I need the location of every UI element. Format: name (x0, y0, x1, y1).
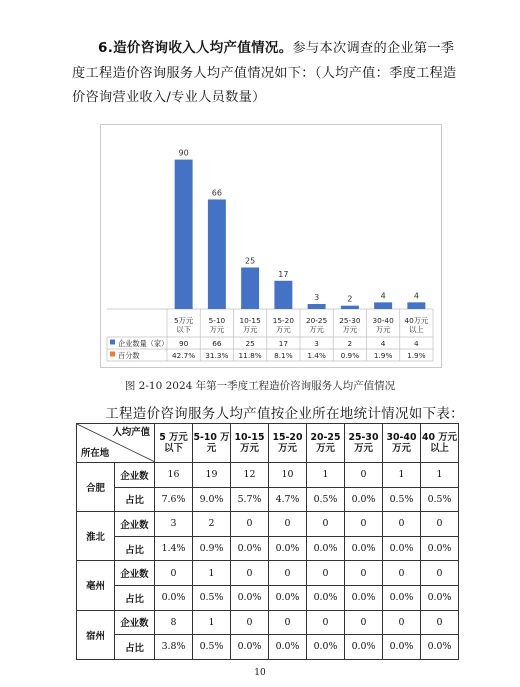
table-cell-value: 3 (314, 339, 319, 348)
bar (407, 302, 425, 309)
data-label: 66 (211, 188, 222, 198)
table-cell: 0.0% (231, 585, 269, 610)
table-cell-value: 25 (245, 339, 255, 348)
column-header: 20-25 万元 (307, 424, 345, 463)
table-cell: 0.0% (345, 487, 383, 512)
table-cell: 0.0% (269, 536, 307, 561)
data-label: 3 (314, 293, 320, 303)
category-label: 15-20 万元 (272, 316, 294, 334)
data-label: 17 (278, 269, 289, 279)
column-header: 30-40 万元 (383, 424, 421, 463)
table-cell: 1 (193, 561, 231, 586)
table-cell: 0.0% (231, 536, 269, 561)
table-row (77, 487, 459, 512)
table-row (77, 635, 459, 660)
bar (208, 199, 226, 309)
table-cell: 0.0% (307, 635, 345, 660)
region-name: 亳州 (77, 561, 115, 610)
column-header: 10-15 万元 (231, 424, 269, 463)
bar (374, 302, 392, 309)
table-cell: 0.0% (307, 585, 345, 610)
table-cell-value: 1.9% (373, 351, 393, 360)
table-cell: 3.8% (155, 635, 193, 660)
table-row (77, 512, 459, 537)
table-cell-value: 11.8% (238, 351, 262, 360)
table-cell: 0 (307, 561, 345, 586)
table-cell: 0 (307, 610, 345, 635)
region-name: 宿州 (77, 610, 115, 659)
table-cell: 0.0% (307, 536, 345, 561)
data-label: 25 (245, 256, 256, 266)
row-label: 占比 (115, 635, 155, 660)
table-cell: 0 (345, 463, 383, 488)
table-row-label: 企业数量（家） (118, 339, 169, 348)
row-label: 企业数 (115, 561, 155, 586)
table-cell: 10 (269, 463, 307, 488)
table-cell-value: 66 (212, 339, 222, 348)
data-label: 4 (380, 291, 386, 301)
table-cell: 0.5% (383, 487, 421, 512)
row-label: 企业数 (115, 512, 155, 537)
table-cell: 0 (345, 561, 383, 586)
table-cell-value: 90 (178, 339, 189, 348)
table-cell: 0 (155, 561, 193, 586)
table-cell: 1.4% (155, 536, 193, 561)
region-name: 淮北 (77, 512, 115, 561)
table-cell-value: 4 (380, 339, 386, 348)
table-cell: 0.5% (193, 585, 231, 610)
table-cell: 0 (269, 561, 307, 586)
table-cell: 0.0% (383, 536, 421, 561)
table-cell: 12 (231, 463, 269, 488)
category-label: 20-25 万元 (306, 316, 328, 334)
table-cell: 7.6% (155, 487, 193, 512)
table-row (77, 610, 459, 635)
data-label: 2 (347, 294, 353, 304)
column-header: 5 万元以下 (155, 424, 193, 463)
table-cell: 0.0% (383, 635, 421, 660)
table-cell: 0.0% (383, 585, 421, 610)
table-cell: 3 (155, 512, 193, 537)
table-cell-value: 1.9% (407, 351, 426, 360)
legend-key (110, 352, 115, 357)
table-cell: 0 (421, 512, 459, 537)
chart-canvas (101, 125, 441, 367)
row-label: 占比 (115, 487, 155, 512)
data-label: 90 (178, 148, 189, 158)
category-label: 40万元以上 (404, 316, 429, 334)
row-label: 企业数 (115, 610, 155, 635)
table-cell: 0.0% (345, 585, 383, 610)
column-header: 5-10 万元 (193, 424, 231, 463)
table-cell: 0.0% (231, 635, 269, 660)
table-cell: 19 (193, 463, 231, 488)
data-label: 4 (413, 291, 419, 301)
table-cell: 0.0% (269, 585, 307, 610)
category-label: 30-40 万元 (372, 316, 394, 334)
table-cell: 0.0% (155, 585, 193, 610)
column-header: 15-20 万元 (269, 424, 307, 463)
table-cell-value: 2 (347, 339, 353, 348)
table-cell: 0.0% (269, 635, 307, 660)
corner-top-label: 人均产值 (112, 427, 150, 438)
column-header: 25-30 万元 (345, 424, 383, 463)
table-cell-value: 4 (414, 339, 419, 348)
table-cell: 8 (155, 610, 193, 635)
bar (308, 304, 326, 309)
table-cell: 9.0% (193, 487, 231, 512)
table-cell: 0 (421, 610, 459, 635)
table-cell-value: 8.1% (274, 351, 293, 360)
bar (175, 160, 193, 309)
table-row-label: 百分数 (118, 351, 140, 360)
table-cell: 0 (345, 610, 383, 635)
page-number: 10 (254, 668, 266, 678)
table-cell: 0 (383, 610, 421, 635)
table-cell: 0 (421, 561, 459, 586)
bar (341, 306, 359, 309)
table-cell: 0 (269, 610, 307, 635)
per-capita-output-chart (100, 124, 442, 368)
table-cell-value: 1.4% (307, 351, 326, 360)
table-cell-value: 42.7% (172, 351, 196, 360)
table-cell: 0 (345, 512, 383, 537)
table-cell-value: 0.9% (340, 351, 360, 360)
bar (274, 281, 292, 309)
region-statistics-table (76, 423, 459, 660)
row-label: 占比 (115, 536, 155, 561)
region-name: 合肥 (77, 463, 115, 512)
table-cell-value: 31.3% (205, 351, 229, 360)
table-cell: 1 (307, 463, 345, 488)
table-cell: 0 (269, 512, 307, 537)
category-label: 10-15 万元 (239, 316, 261, 334)
table-row (77, 536, 459, 561)
table-cell: 0 (383, 561, 421, 586)
paragraph-text: 参与本次调查的企业第一季度工程造价咨询服务人均产值情况如下：（人均产值：季度工程造价咨询营业收入/专业人员数量） (72, 41, 457, 105)
category-label: 5万元以下 (174, 316, 194, 334)
legend-key (110, 340, 115, 345)
figure-caption: 图 2-10 2024 年第一季度工程造价咨询服务人均产值情况 (124, 380, 396, 392)
table-cell-value: 17 (278, 339, 289, 348)
table-cell: 0 (231, 512, 269, 537)
row-label: 企业数 (115, 463, 155, 488)
table-cell: 2 (193, 512, 231, 537)
table-cell: 5.7% (231, 487, 269, 512)
table-cell: 0.0% (421, 536, 459, 561)
table-cell: 1 (421, 463, 459, 488)
table-cell: 0.5% (307, 487, 345, 512)
bar (241, 268, 259, 310)
table-cell: 0.0% (421, 635, 459, 660)
table-row (77, 463, 459, 488)
table-cell: 0.5% (193, 635, 231, 660)
table-row (77, 585, 459, 610)
table-cell: 0.9% (193, 536, 231, 561)
table-cell: 0 (231, 610, 269, 635)
corner-bottom-label: 所在地 (81, 448, 110, 459)
row-label: 占比 (115, 585, 155, 610)
section-heading: 6.造价咨询收入人均产值情况。 (98, 40, 293, 56)
column-header: 40 万元以上 (421, 424, 459, 463)
table-intro-text: 工程造价咨询服务人均产值按企业所在地统计情况如下表： (105, 406, 464, 422)
intro-paragraph (72, 36, 464, 111)
table-cell: 0.0% (345, 536, 383, 561)
table-cell: 1 (193, 610, 231, 635)
table-cell: 4.7% (269, 487, 307, 512)
category-label: 5-10 万元 (208, 316, 226, 334)
table-cell: 0.0% (345, 635, 383, 660)
table-header-row (77, 424, 459, 463)
table-cell: 0.0% (421, 585, 459, 610)
table-row (77, 561, 459, 586)
table-cell: 0 (307, 512, 345, 537)
table-cell: 1 (383, 463, 421, 488)
table-cell: 0 (231, 561, 269, 586)
table-cell: 0.5% (421, 487, 459, 512)
table-cell: 0 (383, 512, 421, 537)
table-corner-cell (77, 424, 155, 463)
category-label: 25-30 万元 (339, 316, 361, 334)
table-cell: 16 (155, 463, 193, 488)
table-body (77, 463, 459, 660)
